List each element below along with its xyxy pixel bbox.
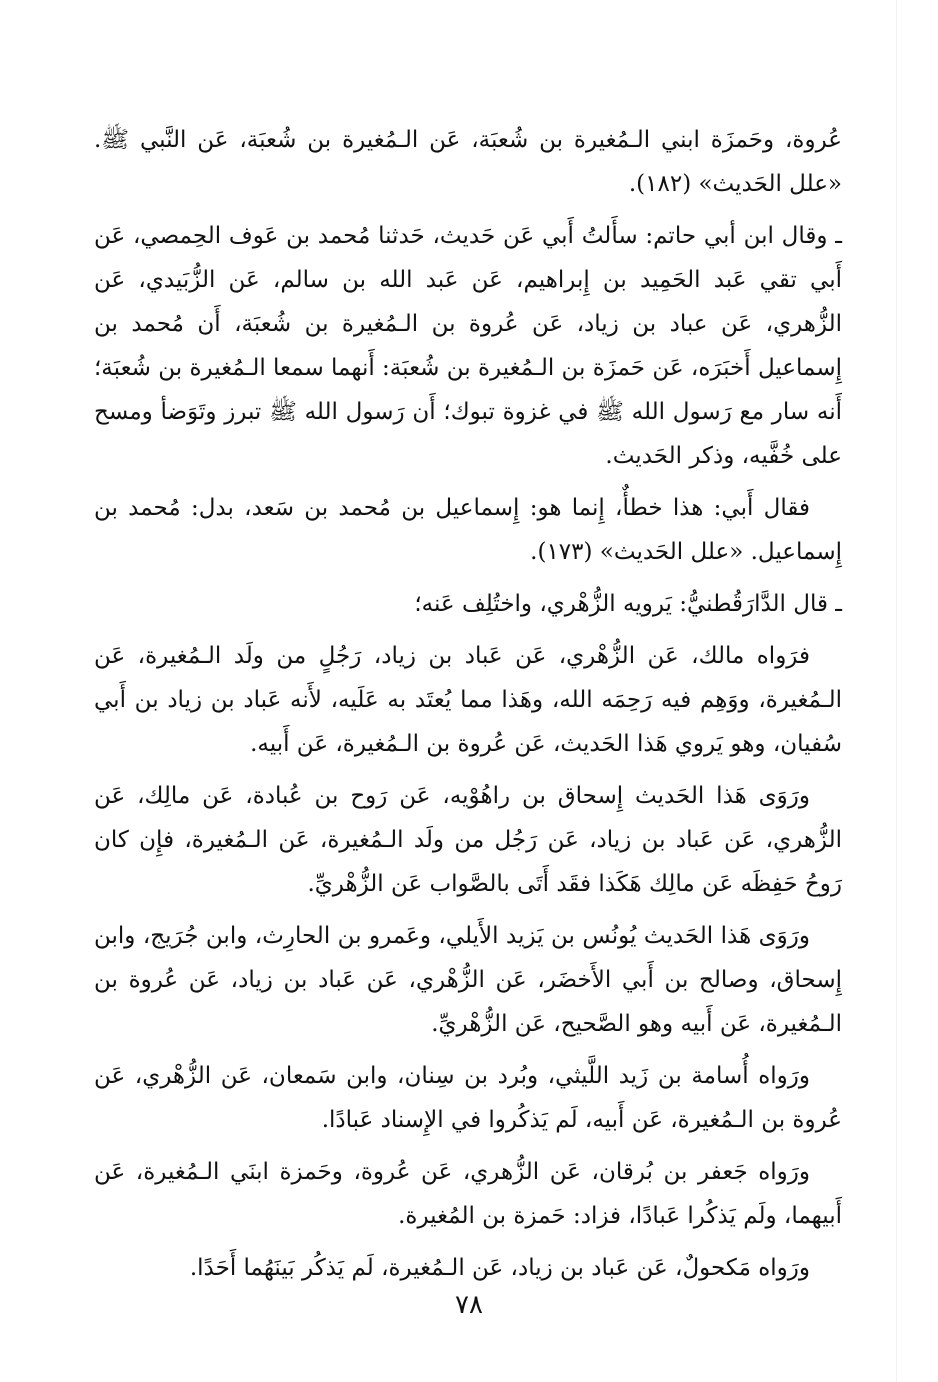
paragraph-3: فقال أَبي: هذا خطأٌ، إِنما هو: إِسماعيل بن مُحمد بن سَعد، بدل: مُحمد بن إِسماعيل. «علل الحَديث» (١٧٣).: [94, 495, 842, 565]
page-body: [94, 118, 842, 1298]
paragraph-10: ورَواه مَكحولٌ، عَن عَباد بن زياد، عَن الـمُغيرة، لَم يَذكُر بَينَهُما أَحَدًا.: [189, 1255, 810, 1281]
page-number: ٧٨: [455, 1290, 483, 1320]
paragraph-2: ـ وقال ابن أبي حاتم: سأَلتُ أَبي عَن حَديث، حَدثنا مُحمد بن عَوف الحِمصي، عَن أَبي تقي عَبد الحَمِيد بن إِبراهيم، عَن عَبد الله بن سالم، عَن الزُّبَيدي، عَن الزُّهري، عَن عباد بن زياد، عَن عُروة بن الـمُغيرة بن شُعبَة، أَن مُحمد بن إِسماعيل أَخبَرَه، عَن حَمزَة بن الـمُغيرة بن شُعبَة: أَنهما سمعا الـمُغيرة بن شُعبَة؛ أَنه سار مع رَسول الله ﷺ في غزوة تبوك؛ أَن رَسول الله ﷺ تبرز وتَوَضأ ومسح على خُفَّيه، وذكر الحَديث.: [94, 223, 842, 469]
paragraph-9: ورَواه جَعفر بن بُرقان، عَن الزُّهري، عَن عُروة، وحَمزة ابنَي الـمُغيرة، عَن أَبيهما، ولَم يَذكُرا عَبادًا، فزاد: حَمزة بن المُغيرة.: [94, 1159, 842, 1229]
paragraph-8: ورَواه أُسامة بن زَيد اللَّيثي، وبُرد بن سِنان، وابن سَمعان، عَن الزُّهْري، عَن عُروة بن الـمُغيرة، عَن أَبيه، لَم يَذكُروا في الإِسناد عَبادًا.: [94, 1063, 842, 1133]
page-edge-line: [896, 0, 897, 1382]
paragraph-6: ورَوَى هَذا الحَديث إِسحاق بن راهُوْيه، عَن رَوح بن عُبادة، عَن مالِك، عَن الزُّهري، عَن عَباد بن زياد، عَن رَجُل من ولَد الـمُغيرة، عَن الـمُغيرة، فإِن كان رَوحُ حَفِظَه عَن مالِك هَكَذا فقَد أَتَى بالصَّواب عَن الزُّهْريِّ.: [94, 783, 842, 897]
paragraph-4: ـ قال الدَّارَقُطنيُّ: يَرويه الزُّهْري، واختُلِف عَنه؛: [414, 591, 842, 617]
paragraph-1: عُروة، وحَمزَة ابني الـمُغيرة بن شُعبَة، عَن الـمُغيرة بن شُعبَة، عَن النَّبي ﷺ. «علل الحَديث» (١٨٢).: [94, 127, 842, 197]
paragraph-7: ورَوَى هَذا الحَديث يُونُس بن يَزيد الأَيلي، وعَمرو بن الحارِث، وابن جُرَيج، وابن إِسحاق، وصالح بن أَبي الأَخضَر، عَن الزُّهْري، عَن عَباد بن زياد، عَن عُروة بن الـمُغيرة، عَن أَبيه وهو الصَّحيح، عَن الزُّهْريِّ.: [94, 923, 842, 1037]
paragraph-5: فرَواه مالك، عَن الزُّهْري، عَن عَباد بن زياد، رَجُلٍ من ولَد الـمُغيرة، عَن الـمُغيرة، ووَهِم فيه رَحِمَه الله، وهَذا مما يُعتَد به عَلَيه، لأَنه عَباد بن زياد بن أَبي سُفيان، وهو يَروي هَذا الحَديث، عَن عُروة بن الـمُغيرة، عَن أَبيه.: [94, 643, 842, 757]
